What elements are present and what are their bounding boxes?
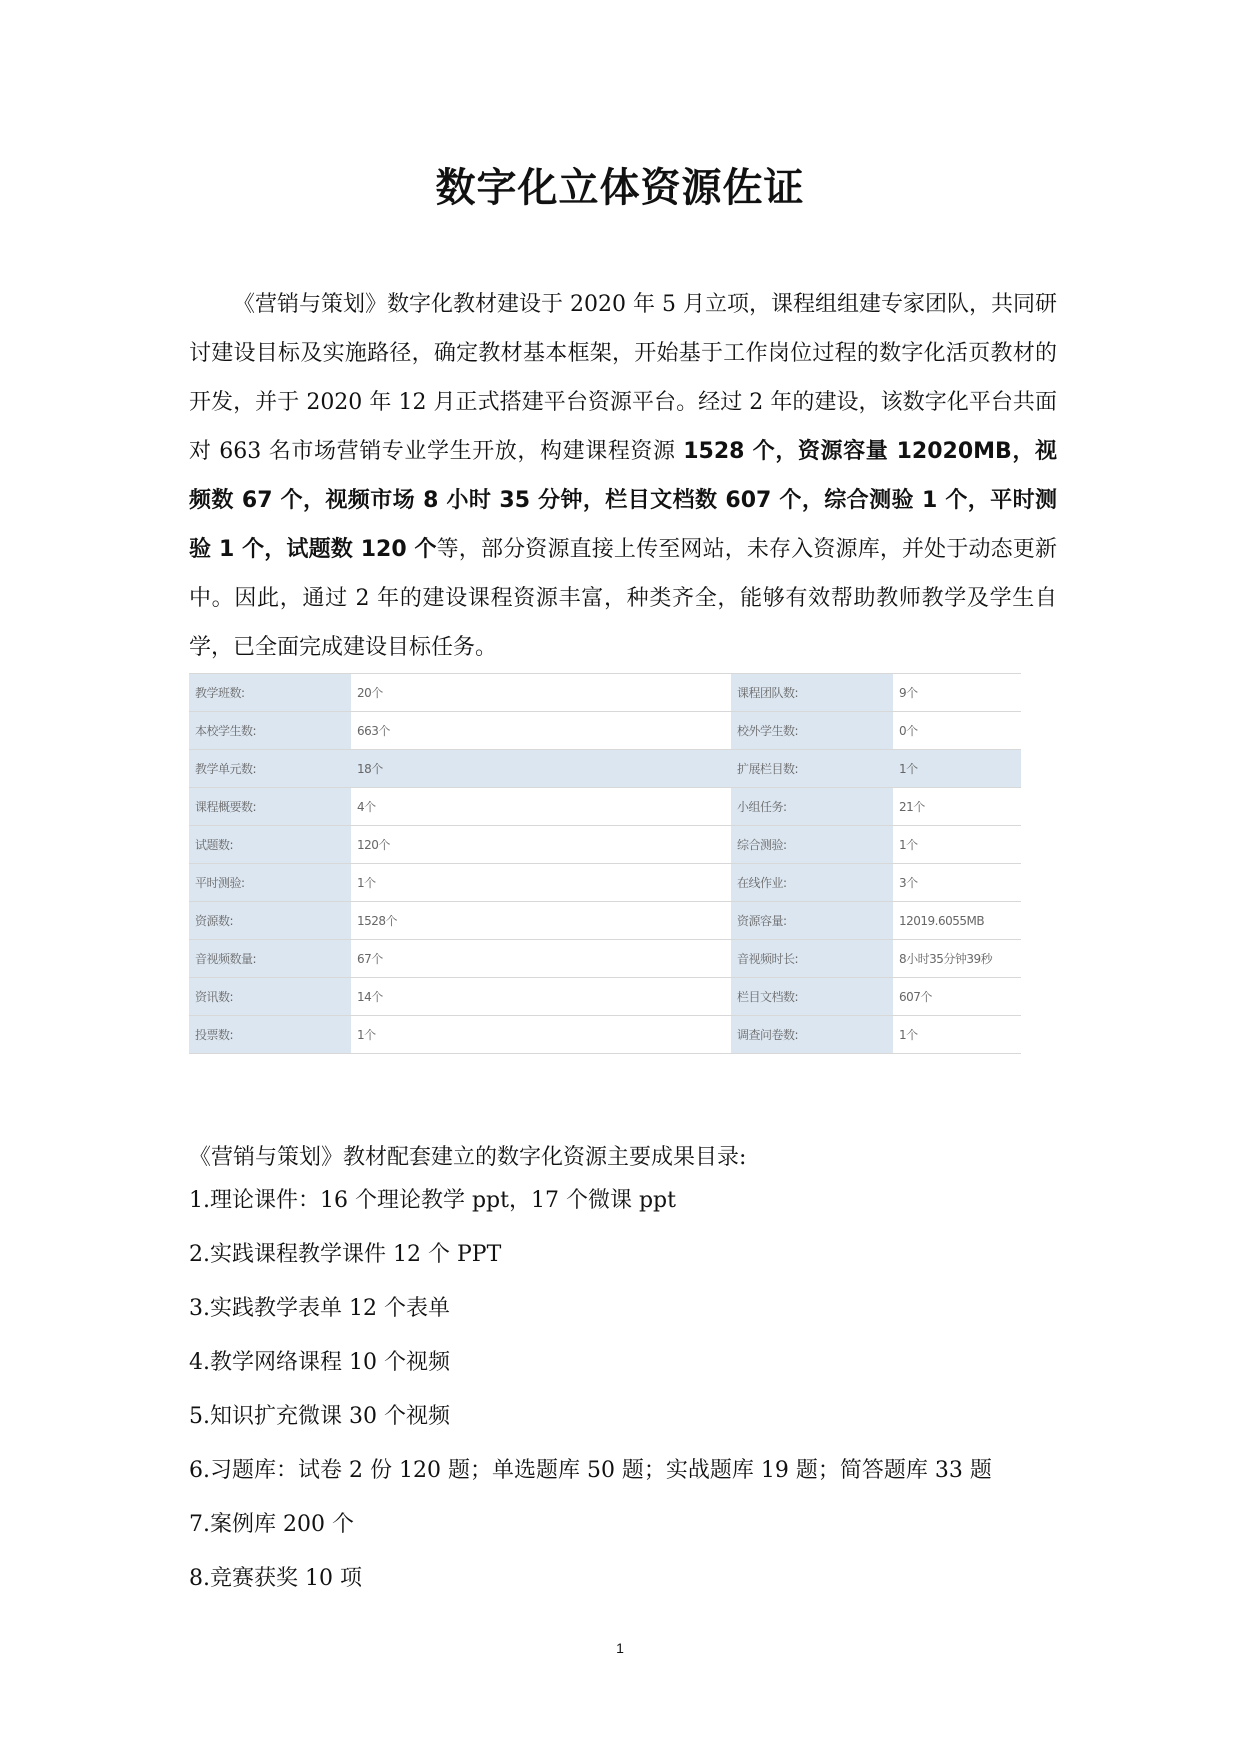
stats-value: 21个 (893, 788, 1021, 826)
stats-row (189, 1016, 1021, 1054)
stats-row (189, 826, 1021, 864)
stats-value: 1个 (351, 864, 731, 902)
stats-value: 18个 (351, 750, 731, 788)
stats-row (189, 978, 1021, 1016)
stats-label: 教学班数: (189, 674, 351, 712)
stats-value: 9个 (893, 674, 1021, 712)
stats-value: 663个 (351, 712, 731, 750)
stats-value: 20个 (351, 674, 731, 712)
stats-value: 120个 (351, 826, 731, 864)
catalog-item: 4.教学网络课程 10 个视频 (189, 1350, 450, 1375)
stats-label: 栏目文档数: (731, 978, 893, 1016)
stats-label: 资源容量: (731, 902, 893, 940)
intro-paragraph (189, 280, 1057, 672)
stats-label: 资讯数: (189, 978, 351, 1016)
intro-text-1: 《营销与策划》数字化教材建设于 2020 年 5 月立项，课程组组建专家团队，共同研讨建设目标及实施路径，确定教材基本框架，开始基于工作岗位过程的数字化活页教材的开发，并于 2020 年 12 月正式搭建平台资源平台。经过 2 年的建设，该数字化平台共面对 663 名市场营销专业学生开放，构建课程资源 (189, 292, 1057, 464)
stats-value: 8小时35分钟39秒 (893, 940, 1021, 978)
catalog-item: 2.实践课程教学课件 12 个 PPT (189, 1242, 502, 1267)
catalog-heading: 《营销与策划》教材配套建立的数字化资源主要成果目录: (189, 1145, 747, 1170)
stats-value: 1个 (893, 826, 1021, 864)
stats-label: 小组任务: (731, 788, 893, 826)
stats-row (189, 788, 1021, 826)
stats-label: 综合测验: (731, 826, 893, 864)
stats-label: 课程概要数: (189, 788, 351, 826)
stats-label: 音视频时长: (731, 940, 893, 978)
stats-label: 课程团队数: (731, 674, 893, 712)
stats-table (189, 673, 1021, 1054)
page-title: 数字化立体资源佐证 (435, 165, 805, 211)
intro-text-bold: 1528 个，资源容量 12020MB，视频数 67 个，视频市场 8 小时 35 分钟，栏目文档数 607 个，综合测验 1 个，平时测验 1 个，试题数 120 个 (189, 439, 1057, 562)
stats-value: 607个 (893, 978, 1021, 1016)
stats-row (189, 674, 1021, 712)
stats-row (189, 902, 1021, 940)
catalog-item: 8.竞赛获奖 10 项 (189, 1566, 362, 1591)
stats-label: 投票数: (189, 1016, 351, 1054)
stats-label: 校外学生数: (731, 712, 893, 750)
stats-label: 音视频数量: (189, 940, 351, 978)
stats-value: 1528个 (351, 902, 731, 940)
stats-label: 扩展栏目数: (731, 750, 893, 788)
stats-row (189, 940, 1021, 978)
stats-label: 调查问卷数: (731, 1016, 893, 1054)
stats-value: 67个 (351, 940, 731, 978)
stats-value: 3个 (893, 864, 1021, 902)
catalog-item: 1.理论课件：16 个理论教学 ppt，17 个微课 ppt (189, 1188, 676, 1213)
stats-value: 4个 (351, 788, 731, 826)
stats-value: 1个 (351, 1016, 731, 1054)
stats-label: 本校学生数: (189, 712, 351, 750)
catalog-item: 6.习题库：试卷 2 份 120 题；单选题库 50 题；实战题库 19 题；简答题库 33 题 (189, 1458, 992, 1483)
stats-label: 在线作业: (731, 864, 893, 902)
stats-label: 平时测验: (189, 864, 351, 902)
catalog-item: 3.实践教学表单 12 个表单 (189, 1296, 450, 1321)
stats-value: 14个 (351, 978, 731, 1016)
catalog-item: 7.案例库 200 个 (189, 1512, 354, 1537)
stats-value: 1个 (893, 1016, 1021, 1054)
stats-label: 教学单元数: (189, 750, 351, 788)
catalog-item: 5.知识扩充微课 30 个视频 (189, 1404, 450, 1429)
stats-label: 资源数: (189, 902, 351, 940)
stats-value: 12019.6055MB (893, 902, 1021, 940)
stats-value: 1个 (893, 750, 1021, 788)
page-number: 1 (616, 1640, 624, 1656)
stats-row (189, 750, 1021, 788)
stats-label: 试题数: (189, 826, 351, 864)
intro-text-2: 等，部分资源直接上传至网站，未存入资源库，并处于动态更新中。因此，通过 2 年的建设课程资源丰富，种类齐全，能够有效帮助教师教学及学生自学，已全面完成建设目标任务。 (189, 537, 1057, 660)
catalog-list (189, 1186, 992, 1618)
stats-row (189, 712, 1021, 750)
stats-row (189, 864, 1021, 902)
stats-value: 0个 (893, 712, 1021, 750)
